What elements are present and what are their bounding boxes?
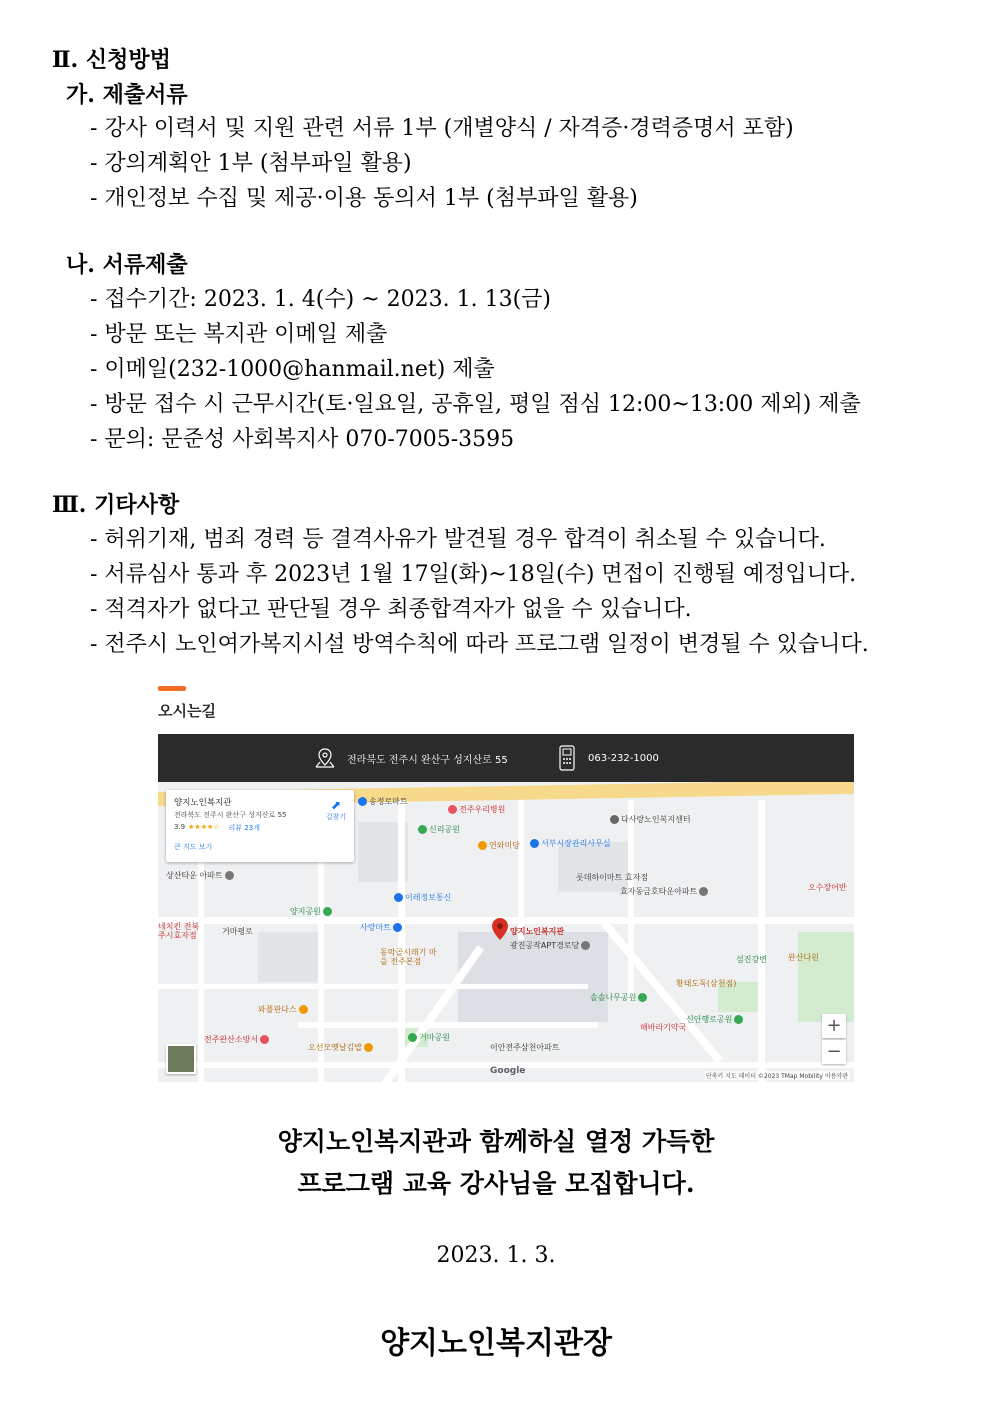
bigger-map-link[interactable]: 큰 지도 보기: [174, 843, 213, 851]
place-address: 전라북도 전주시 완산구 성지산로 55: [174, 811, 287, 819]
poi[interactable]: 양지공원: [290, 906, 332, 917]
section2-sub-a-title: 가. 제출서류: [66, 82, 188, 108]
location-marker-icon[interactable]: [492, 918, 508, 940]
poi[interactable]: 오수장어반: [808, 883, 847, 892]
place-name: 양지노인복지관: [174, 798, 232, 808]
list-item: - 이메일(232-1000@hanmail.net) 제출: [90, 357, 495, 382]
zoom-in-button[interactable]: +: [822, 1014, 846, 1038]
location-pin-icon: [313, 746, 337, 770]
poi[interactable]: 전주우리병원: [448, 804, 505, 815]
poi[interactable]: 거마평로: [222, 927, 253, 936]
zoom-out-button[interactable]: −: [822, 1040, 846, 1064]
map-heading: 오시는길: [158, 702, 216, 720]
list-item: - 개인정보 수집 및 제공·이용 동의서 1부 (첨부파일 활용): [90, 186, 638, 211]
list-item: - 허위기재, 범죄 경력 등 결격사유가 발견될 경우 합격이 취소될 수 있습니다.: [90, 527, 826, 552]
list-item: - 문의: 문준성 사회복지사 070-7005-3595: [90, 427, 515, 452]
signature: 양지노인복지관장: [380, 1326, 612, 1361]
poi[interactable]: 상산타운 아파트: [166, 870, 234, 881]
poi[interactable]: 사랑마트: [360, 922, 402, 933]
directions-icon: ⬈: [330, 798, 342, 812]
poi[interactable]: 신리공원: [418, 824, 460, 835]
satellite-toggle[interactable]: [166, 1044, 196, 1074]
poi[interactable]: 신안행로공원: [686, 1014, 743, 1025]
phone-text: 063-232-1000: [588, 752, 659, 764]
phone-icon: [558, 745, 578, 771]
rating-value: 3.9: [174, 823, 186, 831]
closing-line-1: 양지노인복지관과 함께하실 열정 가득한: [277, 1127, 715, 1156]
place-info-card[interactable]: [166, 790, 354, 862]
reviews-link[interactable]: 리뷰 23개: [228, 824, 260, 832]
poi[interactable]: 광진공작APT경로당: [510, 940, 590, 951]
list-item: - 강의계획안 1부 (첨부파일 활용): [90, 151, 412, 176]
list-item: - 적격자가 없다고 판단될 경우 최종합격자가 없을 수 있습니다.: [90, 597, 692, 622]
poi[interactable]: 다사랑노인복지센터: [610, 814, 691, 825]
poi[interactable]: 이레정보통신: [394, 892, 451, 903]
poi[interactable]: 효자동금호타운아파트: [620, 886, 708, 897]
poi[interactable]: 황태도둑(삼천점): [676, 979, 737, 988]
map-footer[interactable]: 단축키 지도 데이터 ©2023 TMap Mobility 이용약관: [705, 1073, 848, 1080]
list-item: - 전주시 노인여가복지시설 방역수칙에 따라 프로그램 일정이 변경될 수 있습니다.: [90, 632, 869, 657]
poi[interactable]: 이안전주삼천아파트: [490, 1043, 560, 1052]
closing-line-2: 프로그램 교육 강사님을 모집합니다.: [297, 1169, 695, 1198]
poi[interactable]: 거마공원: [408, 1032, 450, 1043]
poi[interactable]: 송정로마트: [358, 796, 408, 807]
heading-accent: [158, 686, 186, 691]
list-item: - 방문 또는 복지관 이메일 제출: [90, 322, 388, 347]
poi[interactable]: 네치킨 전북 주시효자점: [158, 922, 200, 940]
address-text: 전라북도 전주시 완산구 성지산로 55: [347, 754, 508, 766]
rating-stars: ★★★★☆: [188, 823, 220, 831]
poi[interactable]: 와플판다스: [258, 1004, 308, 1015]
map-view[interactable]: [158, 782, 854, 1082]
list-item: - 방문 접수 시 근무시간(토·일요일, 공휴일, 평일 점심 12:00~13:00 제외) 제출: [90, 392, 861, 417]
section2-title: Ⅱ. 신청방법: [52, 47, 171, 73]
poi[interactable]: 섬진강변: [736, 955, 767, 964]
poi[interactable]: 솔솔나무공원: [590, 992, 647, 1003]
contact-bar: [158, 734, 854, 782]
directions-label: 길찾기: [325, 813, 347, 821]
list-item: - 서류심사 통과 후 2023년 1월 17일(화)~18일(수) 면접이 진행될 예정입니다.: [90, 562, 857, 587]
section2-sub-b-title: 나. 서류제출: [66, 252, 188, 278]
poi[interactable]: 전주완산소방서: [204, 1034, 269, 1045]
poi[interactable]: 서부시장관리사무실: [530, 838, 611, 849]
list-item: - 강사 이력서 및 지원 관련 서류 1부 (개별양식 / 자격증·경력증명서 포함): [90, 116, 794, 141]
section3-title: Ⅲ. 기타사항: [52, 492, 180, 518]
poi[interactable]: 해바라기약국: [640, 1023, 687, 1032]
list-item: - 접수기간: 2023. 1. 4(수) ~ 2023. 1. 13(금): [90, 287, 552, 312]
poi[interactable]: 롯데하이마트 효자점: [576, 873, 649, 882]
announcement-date: 2023. 1. 3.: [436, 1243, 556, 1268]
google-logo: Google: [490, 1066, 526, 1076]
marker-label: 양지노인복지관: [510, 927, 565, 936]
poi[interactable]: 연와미당: [478, 840, 520, 851]
poi[interactable]: 완산다원: [788, 953, 819, 962]
poi[interactable]: 동막골시래기 마을 전주본점: [380, 948, 437, 966]
poi[interactable]: 오선모옛날김밥: [308, 1042, 373, 1053]
directions-button[interactable]: [324, 798, 348, 822]
map-section: [158, 686, 854, 1082]
